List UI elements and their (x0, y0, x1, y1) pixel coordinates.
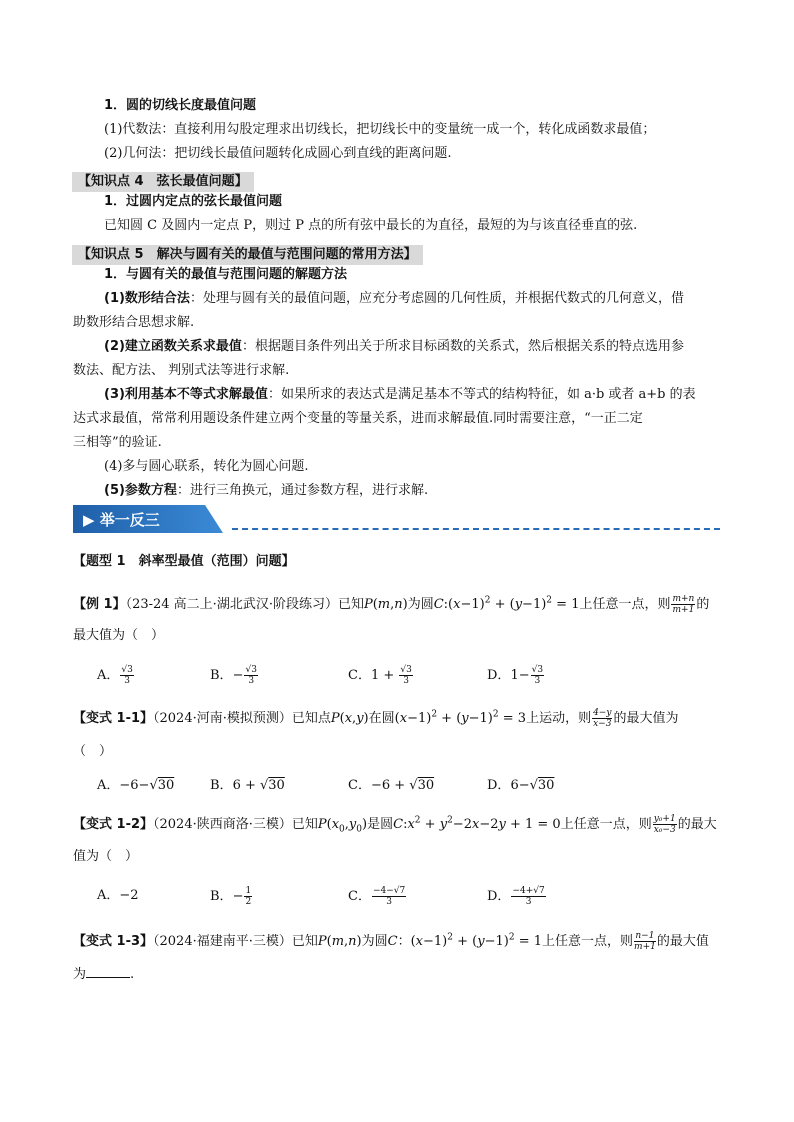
question-stem: 【变式 1-2】（2024·陕西商洛·三模）已知$P(x_0,y_0)$是圆$C:x^2 + y^2-2x-2y + 1 = 0$上任意一点，则 $\frac{\text{y₀+1}}{\text{x₀−3}}$ 的最大 (73, 814, 717, 835)
answer-option: D．1− $\frac{√3}{3}$ (487, 665, 544, 686)
answer-option: A．−2 (97, 888, 139, 903)
paragraph: (1)代数法：直接利用勾股定理求出切线长，把切线长中的变量统一成一个，转化成函数求最值； (104, 122, 656, 137)
knowledge-point-header: 【知识点 4 弦长最值问题】 (72, 172, 254, 192)
question-stem: 【变式 1-1】（2024·河南·模拟预测）已知点P(x,y)在圆$(x-1)^2 + (y-1)^2 = 3$上运动，则 $\frac{4-y}{x-3}$ 的最大值为 (73, 708, 679, 729)
question-stem: 最大值为（ ） (73, 628, 165, 643)
knowledge-point-header: 【知识点 5 解决与圆有关的最值与范围问题的常用方法】 (72, 245, 423, 265)
dashed-divider (232, 528, 720, 530)
question-stem: 【变式 1-3】（2024·福建南平·三模）已知P(m,n)为圆C：$(x-1)^2 + (y-1)^2 = 1$上任意一点，则 $\frac{n-1}{m+1}$ 的最大值 (73, 931, 709, 952)
section-banner (73, 505, 223, 533)
answer-option: C．1 + $\frac{√3}{3}$ (348, 665, 412, 686)
question-stem: （ ） (73, 744, 113, 759)
answer-option: C． $\frac{-4-√7}{3}$ (348, 886, 406, 907)
paragraph: 已知圆 C 及圆内一定点 P，则过 P 点的所有弦中最长的为直径，最短的为与该直径垂直的弦. (104, 218, 638, 233)
paragraph: 达式求最值，常常利用题设条件建立两个变量的等量关系，进而求解最值.同时需要注意，“一正二定 (73, 411, 643, 426)
paragraph: 助数形结合思想求解. (73, 315, 195, 330)
answer-option: D．6−√30 (487, 778, 555, 793)
paragraph: (1)数形结合法：处理与圆有关的最值问题，应充分考虑圆的几何性质，并根据代数式的几何意义，借 (104, 291, 684, 306)
answer-option: B．− $\frac{1}{2}$ (210, 886, 252, 907)
question-stem: 值为（ ） (73, 849, 139, 864)
answer-option: B．− $\frac{√3}{3}$ (210, 665, 257, 686)
section-title: 1．过圆内定点的弦长最值问题 (104, 194, 283, 209)
paragraph: (4)多与圆心联系，转化为圆心问题. (104, 459, 309, 474)
banner-label: ▶ 举一反三 (83, 511, 160, 529)
paragraph: (5)参数方程：进行三角换元，通过参数方程，进行求解. (104, 483, 429, 498)
play-arrow-icon: ▶ (83, 511, 95, 529)
section-title: 1．与圆有关的最值与范围问题的解题方法 (104, 267, 348, 282)
paragraph: (2)建立函数关系求最值：根据题目条件列出关于所求目标函数的关系式，然后根据关系的特点选用参 (104, 339, 684, 354)
section-title: 1．圆的切线长度最值问题 (104, 98, 257, 113)
paragraph: 数法、配方法、 判别式法等进行求解. (73, 363, 290, 378)
answer-option: A．−6−√30 (97, 778, 175, 793)
answer-option: A． $\frac{√3}{3}$ (97, 665, 133, 686)
question-stem: 【例 1】（23-24 高二上·湖北武汉·阶段练习）已知P(m,n)为圆$C:(x-1)^2 + (y-1)^2 = 1$上任意一点，则 $\frac{m+n}{m+1}$ 的 (73, 594, 710, 615)
paragraph: (2)几何法：把切线长最值问题转化成圆心到直线的距离问题. (104, 146, 452, 161)
paragraph: 三相等”的验证. (73, 435, 162, 450)
question-stem: 为 . (73, 967, 135, 982)
problem-type-header: 【题型 1 斜率型最值（范围）问题】 (73, 554, 295, 569)
answer-option: C．−6 + √30 (348, 778, 435, 793)
answer-option: D． $\frac{-4+√7}{3}$ (487, 886, 545, 907)
answer-blank[interactable] (86, 965, 130, 978)
answer-option: B．6 + √30 (210, 778, 285, 793)
paragraph: (3)利用基本不等式求解最值：如果所求的表达式是满足基本不等式的结构特征，如 a·b 或者 a+b 的表 (104, 387, 696, 402)
